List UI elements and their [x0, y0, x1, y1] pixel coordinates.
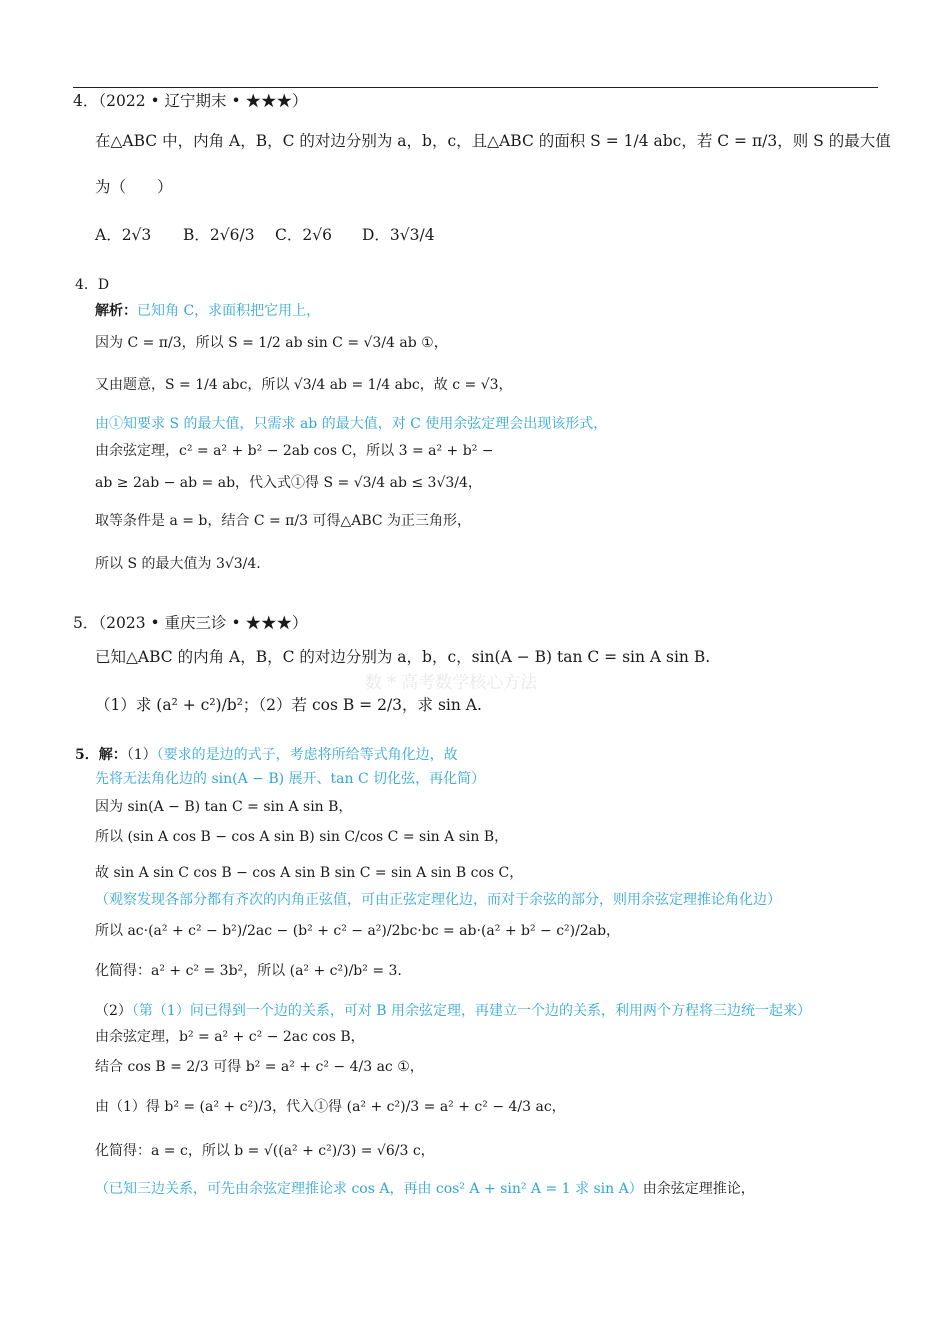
a5-hint2: （观察发现各部分都有齐次的内角正弦值，可由正弦定理化边，而对于余弦的部分，则用余弦定理推论角化边） — [95, 892, 781, 908]
a4-line1: 因为 C = π/3，所以 S = 1/2 ab sin C = √3/4 ab ①， — [95, 335, 448, 351]
a5-part1-line — [75, 746, 458, 764]
a5-line3: 故 sin A sin C cos B − cos A sin B sin C = sin A sin B cos C， — [95, 865, 524, 881]
watermark: 数 * 高考数学核心方法 — [365, 673, 538, 693]
a5-line5: 化简得：a² + c² = 3b²，所以 (a² + c²)/b² = 3. — [95, 963, 402, 979]
q4-stem-line1: 在△ABC 中，内角 A，B，C 的对边分别为 a，b，c，且△ABC 的面积 S = 1/4 abc，若 C = π/3，则 S 的最大值 — [95, 132, 891, 150]
q5-header: 5．（2023 • 重庆三诊 • ★★★） — [73, 614, 308, 632]
a5-hint1b: 先将无法角化边的 sin(A − B) 展开、tan C 切化弦，再化简） — [95, 771, 486, 787]
a5-line2: 所以 (sin A cos B − cos A sin B) sin C/cos C = sin A sin B， — [95, 829, 509, 845]
a4-line4: ab ≥ 2ab − ab = ab，代入式①得 S = √3/4 ab ≤ 3√3/4， — [95, 475, 482, 491]
a5-label: 5．解： — [75, 747, 127, 763]
top-rule — [73, 87, 878, 88]
q4-stem-line2: 为（ ） — [95, 178, 173, 196]
a5-line6: 由余弦定理，b² = a² + c² − 2ac cos B， — [95, 1029, 365, 1045]
a5-line9: 化简得：a = c，所以 b = √((a² + c²)/3) = √6/3 c， — [95, 1143, 435, 1159]
a5-part1-label: （1） — [126, 747, 157, 763]
a5-hint4: （已知三边关系，可先由余弦定理推论求 cos A，再由 cos² A + sin² A = 1 求 sin A） — [95, 1181, 643, 1197]
a4-line2: 又由题意，S = 1/4 abc，所以 √3/4 ab = 1/4 abc，故 c = √3， — [95, 377, 513, 393]
q5-parts: （1）求 (a² + c²)/b²；（2）若 cos B = 2/3，求 sin A. — [95, 696, 482, 714]
a4-line3: 由余弦定理，c² = a² + b² − 2ab cos C，所以 3 = a² + b² − — [95, 443, 494, 459]
q4-option-a[interactable]: A．2√3 — [95, 226, 152, 244]
q4-option-b[interactable]: B．2√6/3 — [183, 226, 255, 244]
a4-hint2: 由①知要求 S 的最大值，只需求 ab 的最大值，对 C 使用余弦定理会出现该形式， — [95, 416, 608, 432]
a5-part2-label: （2） — [95, 1003, 132, 1019]
a5-line4: 所以 ac·(a² + c² − b²)/2ac − (b² + c² − a²)/2bc·bc = ab·(a² + b² − c²)/2ab， — [95, 923, 621, 939]
q4-option-c[interactable]: C．2√6 — [275, 226, 332, 244]
a5-line8: 由（1）得 b² = (a² + c²)/3，代入①得 (a² + c²)/3 = a² + c² − 4/3 ac， — [95, 1099, 566, 1115]
q5-stem: 已知△ABC 的内角 A，B，C 的对边分别为 a，b，c，sin(A − B) tan C = sin A sin B. — [95, 648, 711, 666]
a5-line1: 因为 sin(A − B) tan C = sin A sin B， — [95, 799, 353, 815]
a4-line5: 取等条件是 a = b，结合 C = π/3 可得△ABC 为正三角形， — [95, 513, 472, 529]
q4-option-d[interactable]: D．3√3/4 — [362, 226, 435, 244]
a4-solution-line — [95, 302, 320, 320]
a5-part2-line — [95, 1002, 811, 1020]
a4-answer: 4．D — [75, 277, 110, 293]
a4-label: 解析： — [95, 303, 137, 319]
a4-line6: 所以 S 的最大值为 3√3/4. — [95, 556, 261, 572]
a4-hint1: 已知角 C，求面积把它用上， — [137, 303, 321, 319]
a5-line7: 结合 cos B = 2/3 可得 b² = a² + c² − 4/3 ac ①， — [95, 1059, 424, 1075]
a5-hint3: （第（1）问已得到一个边的关系，可对 B 用余弦定理，再建立一个边的关系，利用两个方程将三边统一起来） — [131, 1003, 812, 1019]
q4-header: 4．（2022 • 辽宁期末 • ★★★） — [73, 92, 308, 110]
a5-final-line — [95, 1180, 755, 1198]
a5-hint1a: （要求的是边的式子，考虑将所给等式角化边，故 — [156, 747, 458, 763]
a5-line10: 由余弦定理推论， — [642, 1181, 755, 1197]
